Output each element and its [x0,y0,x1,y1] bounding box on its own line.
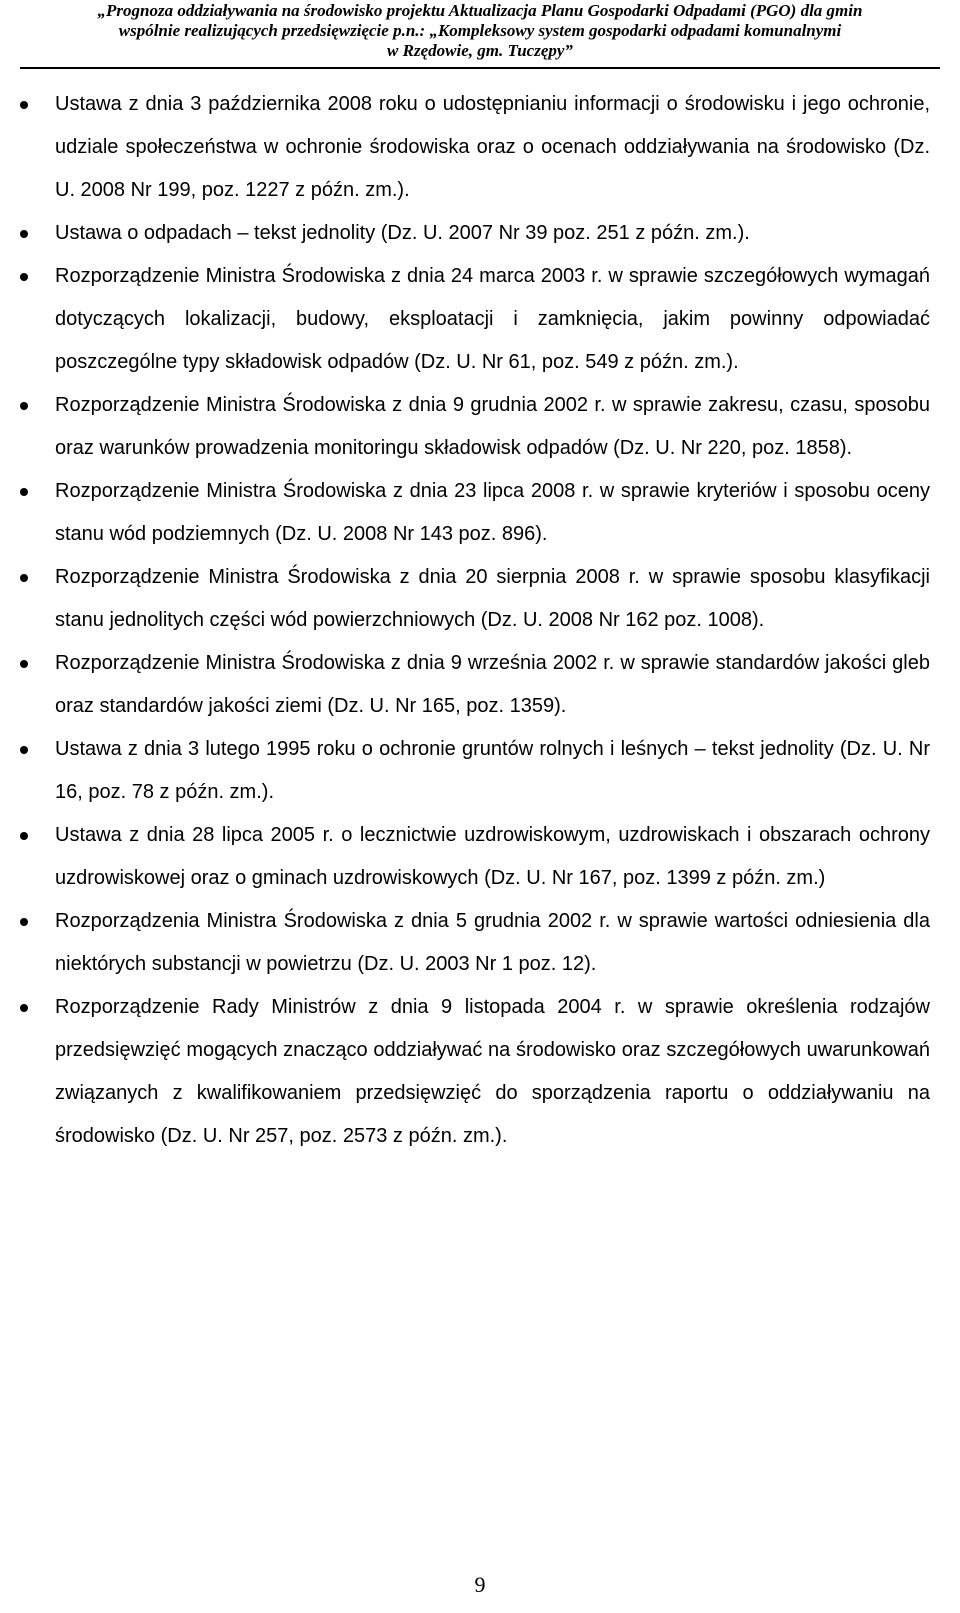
list-item [0,986,960,1158]
bullet-icon [20,1004,28,1012]
header-line-3: w Rzędowie, gm. Tuczępy” [387,41,573,60]
bullet-icon [20,402,28,410]
list-item-text: Ustawa z dnia 3 października 2008 roku o udostępnianiu informacji o środowisku i jego ochronie, udziale społeczeństwa w ochronie środowiska oraz o ocenach oddziaływania na środowisko (Dz. U. 2008 Nr 199, poz. 1227 z późn. zm.). [55,93,930,201]
list-item-text: Ustawa o odpadach – tekst jednolity (Dz. U. 2007 Nr 39 poz. 251 z późn. zm.). [55,222,750,244]
bullet-icon [20,832,28,840]
bullet-icon [20,574,28,582]
header-line-1: „Prognoza oddziaływania na środowisko projektu Aktualizacja Planu Gospodarki Odpadami (PGO) dla gmin [97,1,863,20]
list-item [0,642,960,728]
bullet-icon [20,746,28,754]
list-item [0,255,960,384]
bullet-icon [20,488,28,496]
list-item [0,556,960,642]
list-item-text: Rozporządzenie Ministra Środowiska z dnia 23 lipca 2008 r. w sprawie kryteriów i sposobu oceny stanu wód podziemnych (Dz. U. 2008 Nr 143 poz. 896). [55,480,930,545]
page-number: 9 [474,1572,486,1597]
list-item-text: Ustawa z dnia 3 lutego 1995 roku o ochronie gruntów rolnych i leśnych – tekst jednolity (Dz. U. Nr 16, poz. 78 z późn. zm.). [55,738,930,803]
list-item-text: Rozporządzenia Ministra Środowiska z dnia 5 grudnia 2002 r. w sprawie wartości odniesienia dla niektórych substancji w powietrzu (Dz. U. 2003 Nr 1 poz. 12). [55,910,930,975]
list-item-text: Rozporządzenie Ministra Środowiska z dnia 20 sierpnia 2008 r. w sprawie sposobu klasyfikacji stanu jednolitych części wód powierzchniowych (Dz. U. 2008 Nr 162 poz. 1008). [55,566,930,631]
bullet-icon [20,273,28,281]
list-item [0,470,960,556]
bullet-icon [20,918,28,926]
list-item [0,83,960,212]
list-item-text: Rozporządzenie Ministra Środowiska z dnia 9 września 2002 r. w sprawie standardów jakości gleb oraz standardów jakości ziemi (Dz. U. Nr 165, poz. 1359). [55,652,930,717]
bullet-icon [20,660,28,668]
list-item [0,728,960,814]
list-item [0,384,960,470]
header-line-2: wspólnie realizujących przedsięwzięcie p.n.: „Kompleksowy system gospodarki odpadami komunalnymi [118,21,842,40]
header-divider [20,67,940,69]
list-item-text: Rozporządzenie Ministra Środowiska z dnia 9 grudnia 2002 r. w sprawie zakresu, czasu, sposobu oraz warunków prowadzenia monitoringu składowisk odpadów (Dz. U. Nr 220, poz. 1858). [55,394,930,459]
page-header [0,0,960,61]
list-item [0,212,960,255]
bullet-icon [20,101,28,109]
list-item [0,814,960,900]
list-item-text: Rozporządzenie Ministra Środowiska z dnia 24 marca 2003 r. w sprawie szczegółowych wymagań dotyczących lokalizacji, budowy, eksploatacji i zamknięcia, jakim powinny odpowiadać poszczególne typy składowisk odpadów (Dz. U. Nr 61, poz. 549 z późn. zm.). [55,265,930,373]
list-item-text: Ustawa z dnia 28 lipca 2005 r. o lecznictwie uzdrowiskowym, uzdrowiskach i obszarach ochrony uzdrowiskowej oraz o gminach uzdrowiskowych (Dz. U. Nr 167, poz. 1399 z późn. zm.) [55,824,930,889]
legal-references-list [0,83,960,1158]
bullet-icon [20,230,28,238]
list-item [0,900,960,986]
list-item-text: Rozporządzenie Rady Ministrów z dnia 9 listopada 2004 r. w sprawie określenia rodzajów przedsięwzięć mogących znacząco oddziaływać na środowisko oraz szczegółowych uwarunkowań związanych z kwalifikowaniem przedsięwzięć do sporządzenia raportu o oddziaływaniu na środowisko (Dz. U. Nr 257, poz. 2573 z późn. zm.). [55,996,930,1147]
